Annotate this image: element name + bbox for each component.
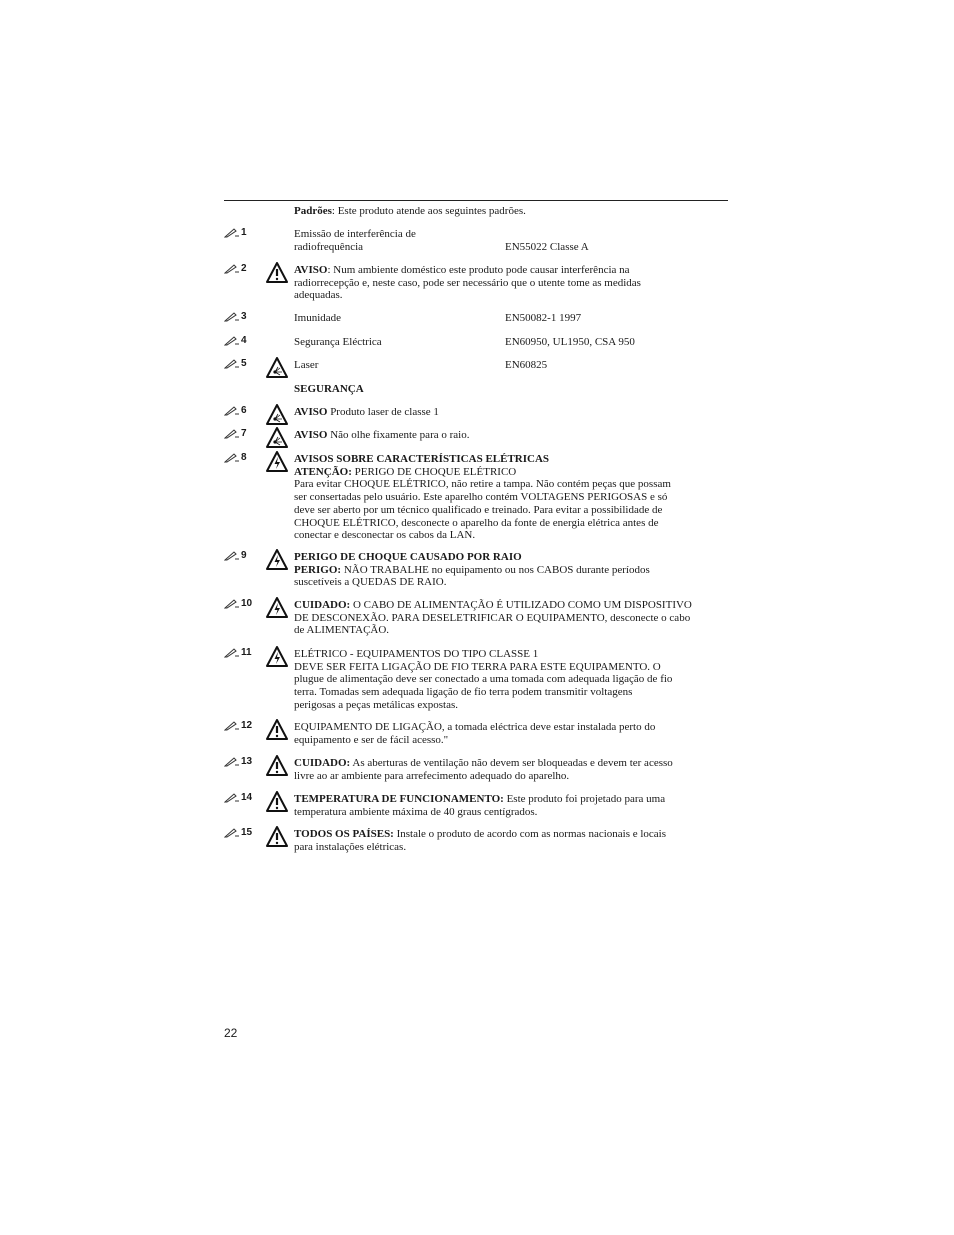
standards-title: Padrões <box>294 205 332 217</box>
pen-note-icon <box>224 721 240 731</box>
electric-shock-warning-icon <box>266 597 288 618</box>
electric-shock-warning-icon <box>266 451 288 472</box>
item-label: Laser <box>294 359 319 371</box>
pen-note-icon <box>224 453 240 463</box>
warning-triangle-icon <box>266 755 288 776</box>
item-value: EN50082-1 1997 <box>505 312 582 324</box>
pen-note-icon <box>224 599 240 609</box>
item-text: EQUIPAMENTO DE LIGAÇÃO, a tomada eléctrica deve estar instalada perto do equipamento e ser de fácil acesso." <box>294 721 656 746</box>
pen-note-icon <box>224 336 240 346</box>
item-text: ELÉTRICO - EQUIPAMENTOS DO TIPO CLASSE 1 DEVE SER FEITA LIGAÇÃO DE FIO TERRA PARA ESTE EQUIPAMENTO. O plugue de alimentação deve ser conectado a uma tomada com adequada ligação de fio terra. Tomadas sem adequada ligação de fio terra podem transmitir voltagens perigosas a peças metálicas expostas. <box>294 648 673 711</box>
item-text: PERIGO DE CHOQUE CAUSADO POR RAIO PERIGO: NÃO TRABALHE no equipamento ou nos CABOS durante períodos suscetíveis a QUEDAS DE RAIO. <box>294 551 650 589</box>
item-text: AVISO: Num ambiente doméstico este produto pode causar interferência na radiorrecepção e, neste caso, pode ser necessário que o utente tome as medidas adequadas. <box>294 264 641 302</box>
page-number: 22 <box>224 1026 238 1040</box>
section-title: SEGURANÇA <box>294 383 364 395</box>
item-value: EN60825 <box>505 359 548 371</box>
item-value: EN60950, UL1950, CSA 950 <box>505 336 635 348</box>
pen-note-icon <box>224 828 240 838</box>
pen-note-icon <box>224 359 240 369</box>
laser-warning-icon <box>266 357 288 378</box>
item-value: EN55022 Classe A <box>505 240 589 253</box>
item-text: AVISOS SOBRE CARACTERÍSTICAS ELÉTRICAS ATENÇÃO: PERIGO DE CHOQUE ELÉTRICO Para evitar CHOQUE ELÉTRICO, não retire a tampa. Não contém peças que possam ser consertadas pelo usuário. Este aparelho contém VOLTAGENS PERIGOSAS e só deve ser aberto por um técnico qualificado e treinado. Para evitar a possibilidade de CHOQUE ELÉTRICO, desconecte o aparelho da fonte de energia elétrica antes de conectar e desconectar os cabos da LAN. <box>294 453 671 542</box>
laser-warning-icon <box>266 427 288 448</box>
warning-triangle-icon <box>266 262 288 283</box>
item-label: Segurança Eléctrica <box>294 336 382 348</box>
pen-note-icon <box>224 757 240 767</box>
pen-note-icon <box>224 312 240 322</box>
pen-note-icon <box>224 264 240 274</box>
electric-shock-warning-icon <box>266 549 288 570</box>
pen-note-icon <box>224 793 240 803</box>
electric-shock-warning-icon <box>266 646 288 667</box>
warning-triangle-icon <box>266 791 288 812</box>
item-label: Imunidade <box>294 312 342 324</box>
item-text: AVISO Produto laser de classe 1 <box>294 406 439 418</box>
item-label: Emissão de interferência de radiofrequência <box>294 228 416 253</box>
pen-note-icon <box>224 551 240 561</box>
pen-note-icon <box>224 406 240 416</box>
standards-intro: : Este produto atende aos seguintes padrões. <box>331 205 526 217</box>
item-text: AVISO Não olhe fixamente para o raio. <box>294 429 470 441</box>
warning-triangle-icon <box>266 719 288 740</box>
top-rule <box>224 200 728 201</box>
pen-note-icon <box>224 429 240 439</box>
warning-triangle-icon <box>266 826 288 847</box>
pen-note-icon <box>224 228 240 238</box>
item-text: TEMPERATURA DE FUNCIONAMENTO: Este produto foi projetado para uma temperatura ambiente máxima de 40 graus centígrados. <box>294 793 666 818</box>
item-text: TODOS OS PAÍSES: Instale o produto de acordo com as normas nacionais e locais para instalações elétricas. <box>294 828 667 853</box>
pen-note-icon <box>224 648 240 658</box>
item-text: CUIDADO: O CABO DE ALIMENTAÇÃO É UTILIZADO COMO UM DISPOSITIVO DE DESCONEXÃO. PARA DESELETRIFICAR O EQUIPAMENTO, desconecte o cabo de ALIMENTAÇÃO. <box>294 599 692 637</box>
item-text: CUIDADO: As aberturas de ventilação não devem ser bloqueadas e devem ter acesso livre ao ar ambiente para arrefecimento adequado do aparelho. <box>294 757 673 782</box>
laser-warning-icon <box>266 404 288 425</box>
